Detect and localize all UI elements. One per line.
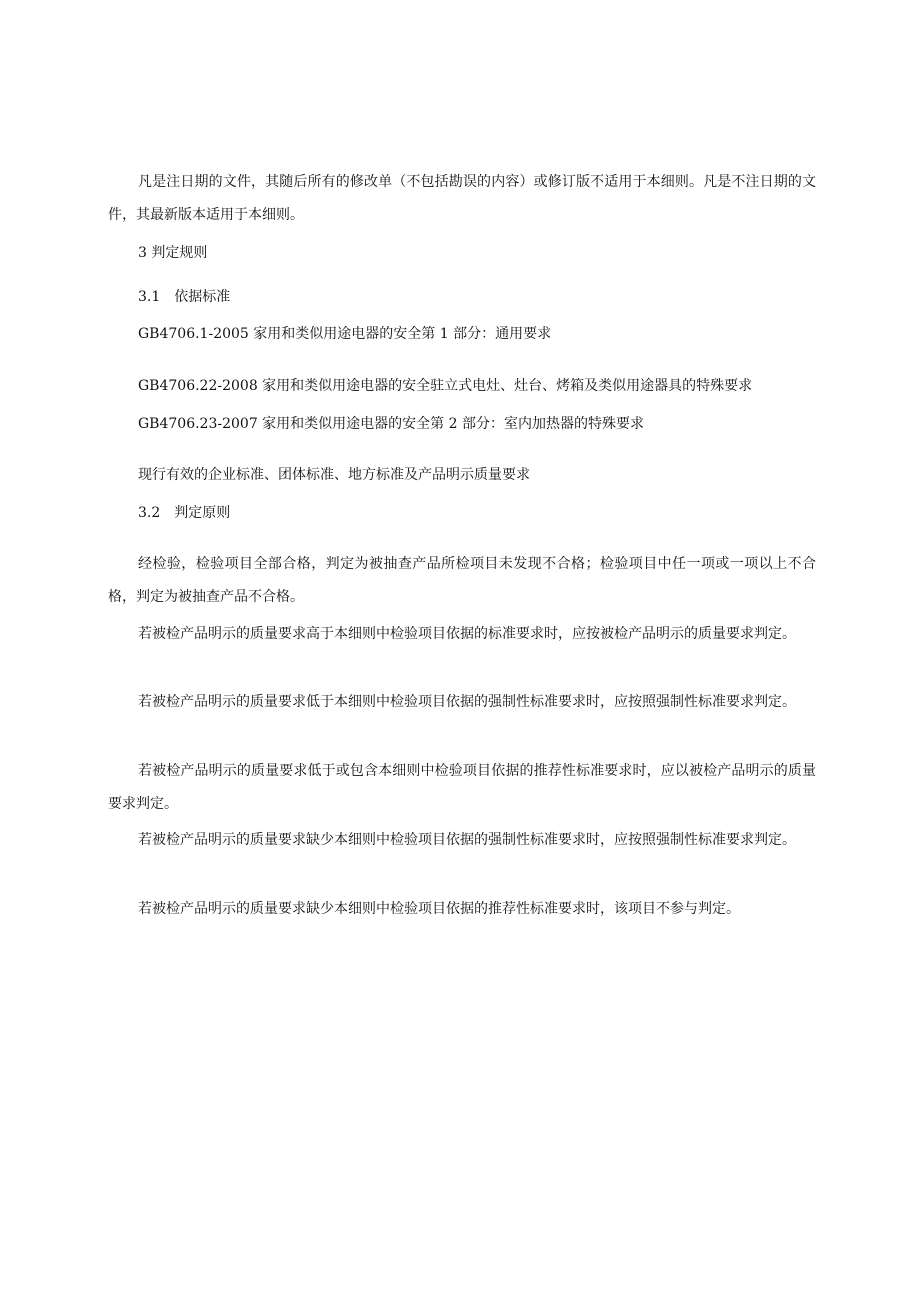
judgment-paragraph: 经检验，检验项目全部合格，判定为被抽查产品所检项目未发现不合格；检验项目中任一项或一项以上不合格，判定为被抽查产品不合格。 xyxy=(108,556,816,605)
judgment-paragraph: 若被检产品明示的质量要求缺少本细则中检验项目依据的推荐性标准要求时，该项目不参与判定。 xyxy=(138,901,740,917)
standard-item: GB4706.23-2007 家用和类似用途电器的安全第 2 部分：室内加热器的特殊要求 xyxy=(138,416,644,432)
intro-paragraph: 凡是注日期的文件，其随后所有的修改单（不包括勘误的内容）或修订版不适用于本细则。凡是不注日期的文件，其最新版本适用于本细则。 xyxy=(108,174,816,223)
judgment-paragraph: 若被检产品明示的质量要求低于或包含本细则中检验项目依据的推荐性标准要求时，应以被检产品明示的质量要求判定。 xyxy=(108,763,816,812)
standard-item: GB4706.22-2008 家用和类似用途电器的安全驻立式电灶、灶台、烤箱及类似用途器具的特殊要求 xyxy=(138,378,753,394)
section-3-2-heading: 3.2 判定原则 xyxy=(138,505,231,521)
judgment-paragraph: 若被检产品明示的质量要求低于本细则中检验项目依据的强制性标准要求时，应按照强制性标准要求判定。 xyxy=(138,694,796,710)
section-3-heading: 3 判定规则 xyxy=(138,245,208,261)
section-3-1-heading: 3.1 依据标准 xyxy=(138,289,231,305)
judgment-paragraph: 若被检产品明示的质量要求高于本细则中检验项目依据的标准要求时，应按被检产品明示的质量要求判定。 xyxy=(138,626,796,642)
standard-item: GB4706.1-2005 家用和类似用途电器的安全第 1 部分：通用要求 xyxy=(138,326,552,342)
judgment-paragraph: 若被检产品明示的质量要求缺少本细则中检验项目依据的强制性标准要求时，应按照强制性标准要求判定。 xyxy=(138,832,796,848)
standard-item: 现行有效的企业标准、团体标准、地方标准及产品明示质量要求 xyxy=(138,467,530,483)
